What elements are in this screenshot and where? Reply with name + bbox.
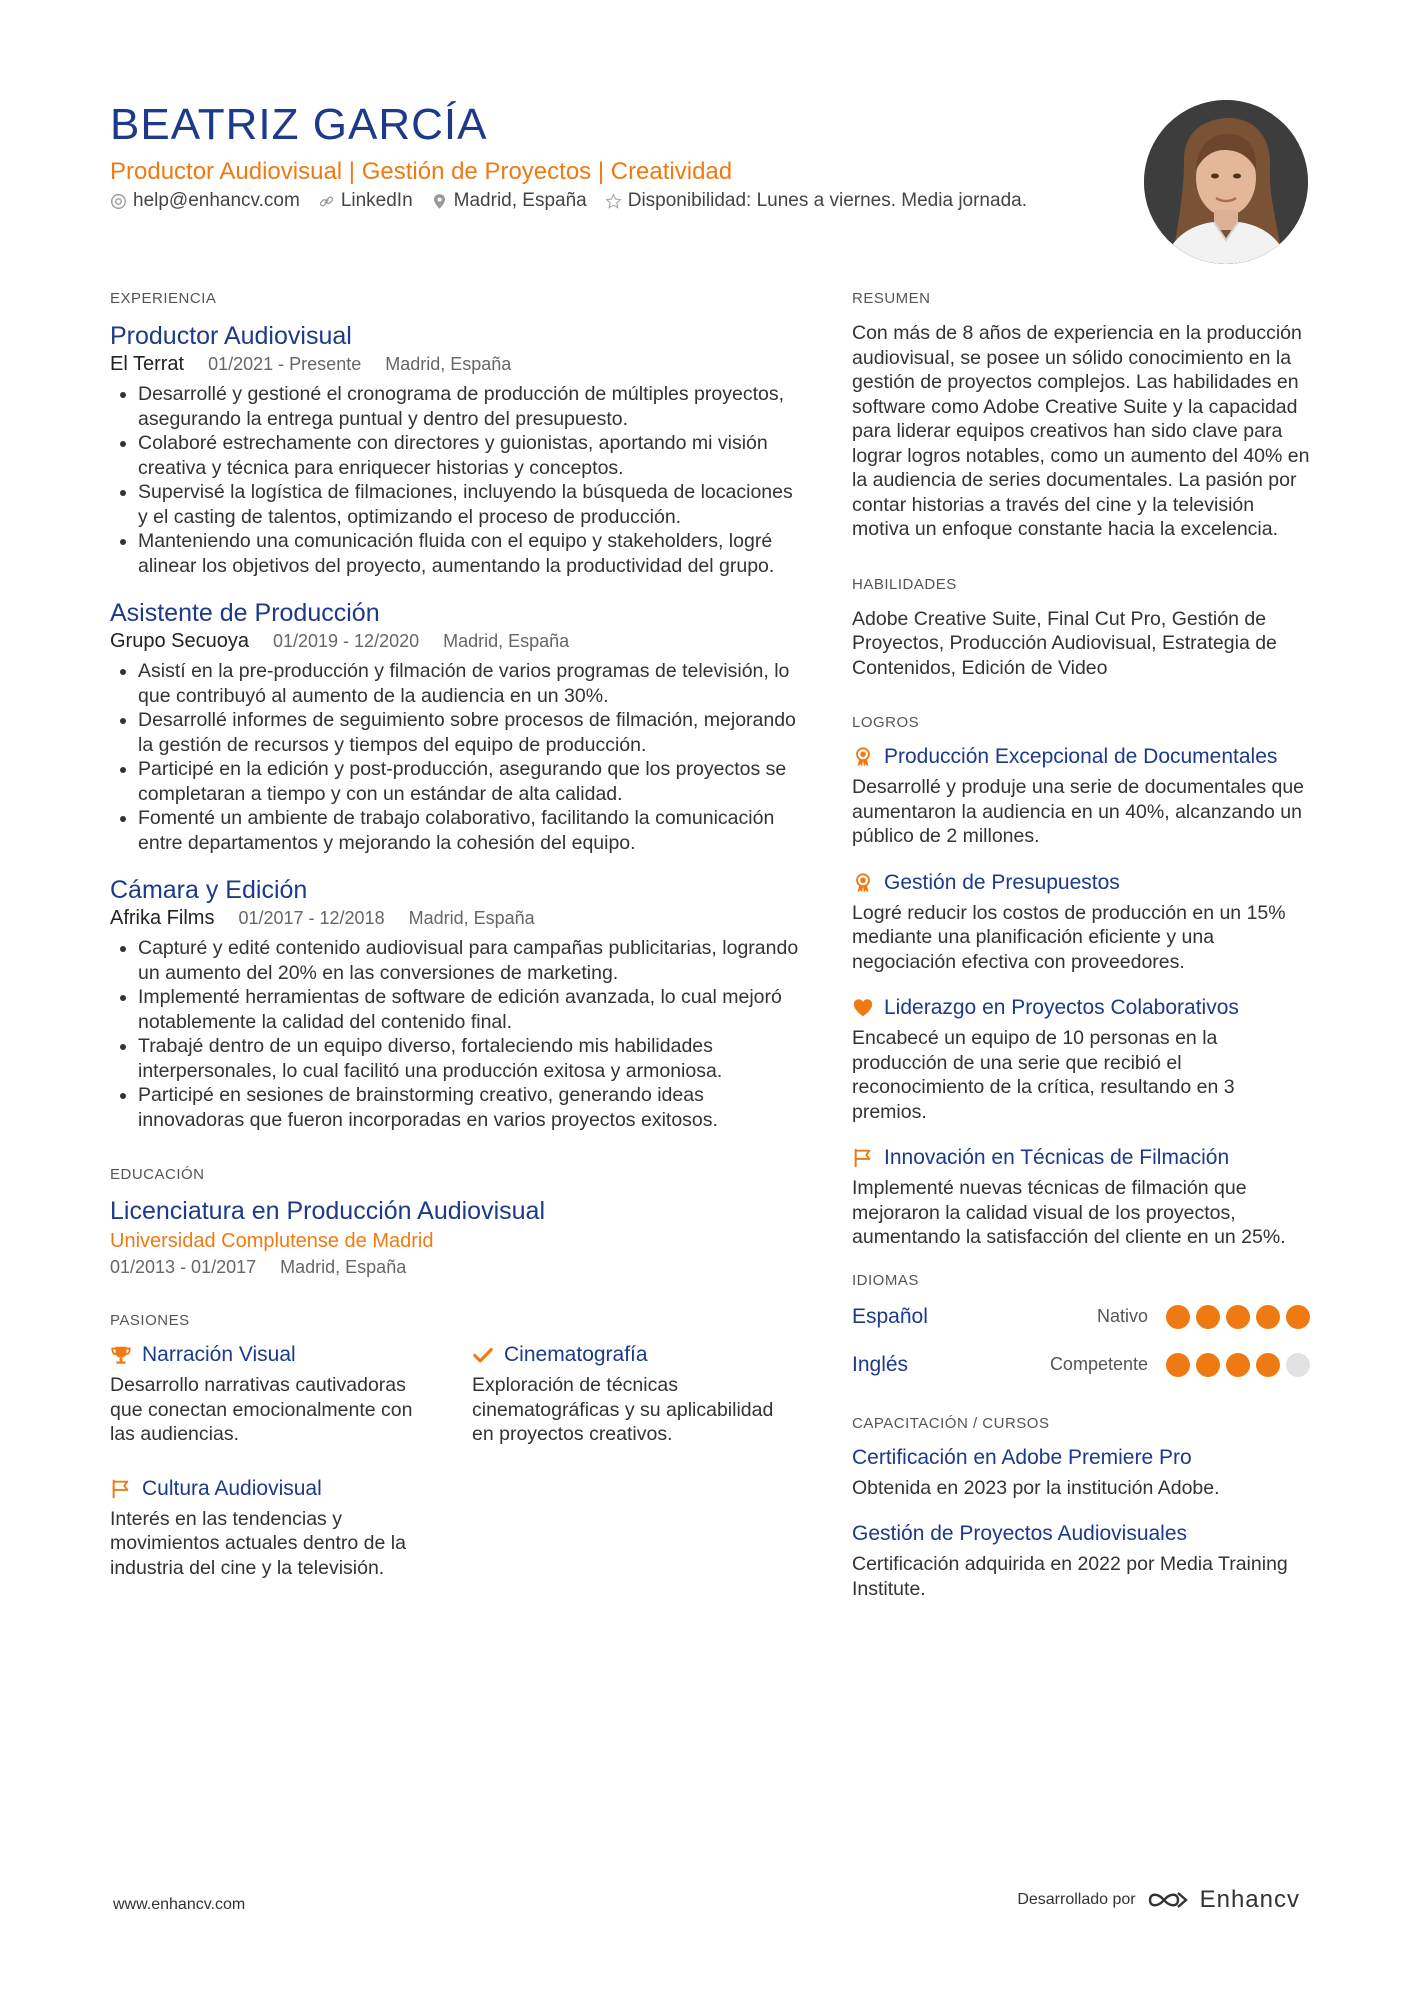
profile-photo-illustration: [1144, 100, 1308, 264]
achievement-header: [852, 1146, 1310, 1170]
passion-header: [472, 1343, 800, 1367]
language-rating: [1166, 1353, 1310, 1377]
job-role: Cámara y Edición: [110, 876, 308, 904]
achievement-desc: Encabecé un equipo de 10 personas en la producción de una serie que recibió el reconocimiento de la crítica, resultando en 3 premios.: [852, 1027, 1235, 1123]
job-bullet: • Participé en la edición y post-producción, asegurando que los proyectos se completaran a tiempo y con un estándar de alta calidad.: [138, 757, 800, 806]
courses-title: CAPACITACIÓN / CURSOS: [852, 1414, 1050, 1432]
education-section: [110, 1166, 800, 1278]
course-desc: Obtenida en 2023 por la institución Adobe.: [852, 1476, 1220, 1499]
passion-desc: Interés en las tendencias y movimientos actuales dentro de la industria del cine y la televisión.: [110, 1507, 406, 1579]
contact-availability-text: Disponibilidad: Lunes a viernes. Media jornada.: [627, 190, 1027, 211]
footer-brand: Enhancv: [1199, 1886, 1300, 1913]
education-meta: [110, 1257, 800, 1278]
right-column: [852, 290, 1310, 1635]
achievement-desc: Implementé nuevas técnicas de filmación que mejoraron la calidad visual de los proyectos, aumentando la satisfacción del cliente en un 25%.: [852, 1177, 1286, 1248]
passion-header: [110, 1477, 472, 1501]
job-meta: [110, 907, 800, 930]
rating-dot-filled: [1166, 1353, 1190, 1377]
contact-email[interactable]: [110, 190, 300, 212]
award-ribbon-icon: [852, 746, 874, 768]
course-title: Certificación en Adobe Premiere Pro: [852, 1445, 1192, 1469]
trophy-icon: [110, 1344, 132, 1366]
job-bullet: • Asistí en la pre-producción y filmación de varios programas de televisión, lo que contribuyó al aumento de la audiencia en un 30%.: [138, 659, 800, 708]
passion-item: [110, 1343, 472, 1447]
rating-dot-filled: [1166, 1305, 1190, 1329]
rating-dot-filled: [1226, 1305, 1250, 1329]
at-icon: [110, 193, 127, 210]
job-bullet: • Desarrollé y gestioné el cronograma de producción de múltiples proyectos, asegurando la entrega puntual y dentro del presupuesto.: [138, 382, 800, 431]
passion-title: Cinematografía: [504, 1343, 648, 1366]
left-column: [110, 290, 800, 1614]
job-location: Madrid, España: [408, 908, 535, 928]
achievement-item: [852, 996, 1310, 1124]
summary-section: [852, 290, 1310, 542]
rating-dot-filled: [1196, 1353, 1220, 1377]
education-school: Universidad Complutense de Madrid: [110, 1230, 434, 1252]
check-icon: [472, 1344, 494, 1366]
job-bullets: [110, 659, 800, 855]
job-bullet: • Capturé y edité contenido audiovisual para campañas publicitarias, logrando un aumento del 20% en las conversiones de marketing.: [138, 936, 800, 985]
achievement-header: [852, 871, 1310, 895]
star-icon: [605, 193, 622, 210]
job-dates: 01/2021 - Presente: [208, 354, 362, 374]
language-name: Inglés: [852, 1352, 909, 1376]
language-row: [852, 1341, 1310, 1389]
rating-dot-filled: [1196, 1305, 1220, 1329]
courses-section: [852, 1415, 1310, 1602]
achievement-item: [852, 745, 1310, 849]
rating-dot-filled: [1256, 1353, 1280, 1377]
job-bullets: [110, 382, 800, 578]
flag-icon: [852, 1147, 874, 1169]
education-location: Madrid, España: [280, 1257, 407, 1277]
passions-section: [110, 1312, 800, 1580]
education-dates: 01/2013 - 01/2017: [110, 1257, 257, 1277]
language-row: [852, 1293, 1310, 1341]
job-company: Grupo Secuoya: [110, 630, 249, 652]
summary-title: RESUMEN: [852, 290, 931, 307]
passion-title: Narración Visual: [142, 1343, 296, 1366]
achievement-item: [852, 871, 1310, 975]
achievements-section: [852, 714, 1310, 1250]
candidate-headline: Productor Audiovisual | Gestión de Proyectos | Creatividad: [110, 158, 733, 185]
course-title: Gestión de Proyectos Audiovisuales: [852, 1522, 1188, 1545]
language-level: Competente: [1049, 1354, 1148, 1374]
job-bullet: • Implementé herramientas de software de edición avanzada, lo cual mejoró notablemente la calidad del contenido final.: [138, 985, 800, 1034]
job-role: Productor Audiovisual: [110, 322, 352, 350]
job-dates: 01/2017 - 12/2018: [238, 908, 385, 928]
link-icon: [318, 193, 335, 210]
course-item: [852, 1522, 1310, 1601]
contact-location-text: Madrid, España: [453, 190, 587, 211]
job-bullet: • Manteniendo una comunicación fluida con el equipo y stakeholders, logré alinear los objetivos del proyecto, aumentando la productividad del grupo.: [138, 529, 800, 578]
job-location: Madrid, España: [385, 354, 512, 374]
achievement-title: Innovación en Técnicas de Filmación: [884, 1146, 1230, 1169]
skills-title: HABILIDADES: [852, 575, 957, 593]
languages-title: IDIOMAS: [852, 1271, 919, 1289]
passion-title: Cultura Audiovisual: [142, 1476, 322, 1500]
job-location: Madrid, España: [443, 631, 570, 651]
job-meta: [110, 630, 800, 653]
achievement-item: [852, 1146, 1310, 1250]
passions-grid: [110, 1343, 800, 1580]
contact-availability: [605, 190, 1027, 212]
contact-bar: [110, 190, 1027, 212]
passion-desc: Exploración de técnicas cinematográficas y su aplicabilidad en proyectos creativos.: [472, 1374, 774, 1445]
job-bullet: • Participé en sesiones de brainstorming creativo, generando ideas innovadoras que fueron incorporadas en varios proyectos exitosos.: [138, 1083, 800, 1132]
footer-website[interactable]: www.enhancv.com: [113, 1896, 246, 1913]
passion-desc: Desarrollo narrativas cautivadoras que conectan emocionalmente con las audiencias.: [110, 1374, 413, 1445]
passion-item: [472, 1343, 800, 1447]
job-entry: [110, 598, 800, 855]
languages-section: [852, 1272, 1310, 1389]
passion-header: [110, 1343, 472, 1367]
passions-title: PASIONES: [110, 1312, 190, 1329]
job-bullets: [110, 936, 800, 1132]
rating-dot-filled: [1256, 1305, 1280, 1329]
contact-location: [431, 190, 587, 212]
flag-icon: [110, 1478, 132, 1500]
profile-photo: [1144, 100, 1308, 264]
achievement-title: Producción Excepcional de Documentales: [884, 745, 1278, 768]
achievement-title: Liderazgo en Proyectos Colaborativos: [884, 996, 1239, 1019]
passion-item: [110, 1477, 472, 1581]
award-ribbon-icon: [852, 872, 874, 894]
footer-branding: [1017, 1886, 1300, 1914]
achievement-desc: Desarrollé y produje una serie de documentales que aumentaron la audiencia en un 40%, alcanzando un público de 2 millones.: [852, 776, 1305, 847]
language-name: Español: [852, 1304, 928, 1328]
job-bullet: • Fomenté un ambiente de trabajo colaborativo, facilitando la comunicación entre departamentos y mejorando la cohesión del equipo.: [138, 806, 800, 855]
job-bullet: • Desarrollé informes de seguimiento sobre procesos de filmación, mejorando la gestión de recursos y tiempos del equipo de producción.: [138, 708, 800, 757]
heart-icon: [852, 997, 874, 1019]
rating-dot-filled: [1286, 1305, 1310, 1329]
course-item: [852, 1446, 1310, 1501]
education-title: EDUCACIÓN: [110, 1166, 205, 1183]
course-desc: Certificación adquirida en 2022 por Media Training Institute.: [852, 1553, 1288, 1600]
rating-dot-empty: [1286, 1353, 1310, 1377]
enhancv-logo-icon: [1146, 1887, 1190, 1913]
achievement-header: [852, 996, 1310, 1020]
contact-email-text: help@enhancv.com: [133, 190, 300, 211]
education-degree: Licenciatura en Producción Audiovisual: [110, 1197, 545, 1225]
skills-section: [852, 576, 1310, 681]
summary-text: Con más de 8 años de experiencia en la producción audiovisual, se posee un sólido conocimiento en la gestión de proyectos complejos. Las habilidades en software como Adobe Creative Suite y la capacidad para liderar equipos creativos han sido clave para lograr logros notables, como un aumento del 40% en la audiencia de series documentales. La pasión por contar historias a través del cine y la televisión motiva un enfoque constante hacia la excelencia.: [852, 322, 1310, 540]
experience-title: EXPERIENCIA: [110, 290, 217, 307]
job-bullet: • Trabajé dentro de un equipo diverso, fortaleciendo mis habilidades interpersonales, lo cual facilitó una producción exitosa y armoniosa.: [138, 1034, 800, 1083]
experience-section: [110, 290, 800, 1132]
footer-powered-by: Desarrollado por: [1017, 1891, 1136, 1908]
job-entry: [110, 875, 800, 1132]
achievement-title: Gestión de Presupuestos: [884, 870, 1120, 894]
language-level: Nativo: [1096, 1306, 1148, 1326]
location-pin-icon: [431, 193, 448, 210]
job-company: El Terrat: [110, 353, 185, 375]
job-entry: [110, 321, 800, 578]
job-meta: [110, 353, 800, 376]
candidate-name: BEATRIZ GARCÍA: [110, 100, 488, 149]
achievements-title: LOGROS: [852, 714, 920, 731]
job-bullet: • Colaboré estrechamente con directores y guionistas, aportando mi visión creativa y técnica para enriquecer historias y conceptos.: [138, 431, 800, 480]
job-bullet: • Supervisé la logística de filmaciones, incluyendo la búsqueda de locaciones y el casting de talentos, optimizando el proceso de producción.: [138, 480, 800, 529]
achievement-desc: Logré reducir los costos de producción en un 15% mediante una planificación eficiente y una negociación efectiva con proveedores.: [852, 901, 1286, 973]
job-dates: 01/2019 - 12/2020: [272, 631, 420, 651]
skills-text: Adobe Creative Suite, Final Cut Pro, Gestión de Proyectos, Producción Audiovisual, Estrategia de Contenidos, Edición de Video: [852, 607, 1277, 679]
contact-linkedin-text: LinkedIn: [340, 190, 413, 211]
language-rating: [1166, 1305, 1310, 1329]
job-role: Asistente de Producción: [110, 599, 380, 627]
job-company: Afrika Films: [110, 907, 215, 929]
contact-linkedin[interactable]: [318, 190, 413, 212]
rating-dot-filled: [1226, 1353, 1250, 1377]
achievement-header: [852, 745, 1310, 769]
